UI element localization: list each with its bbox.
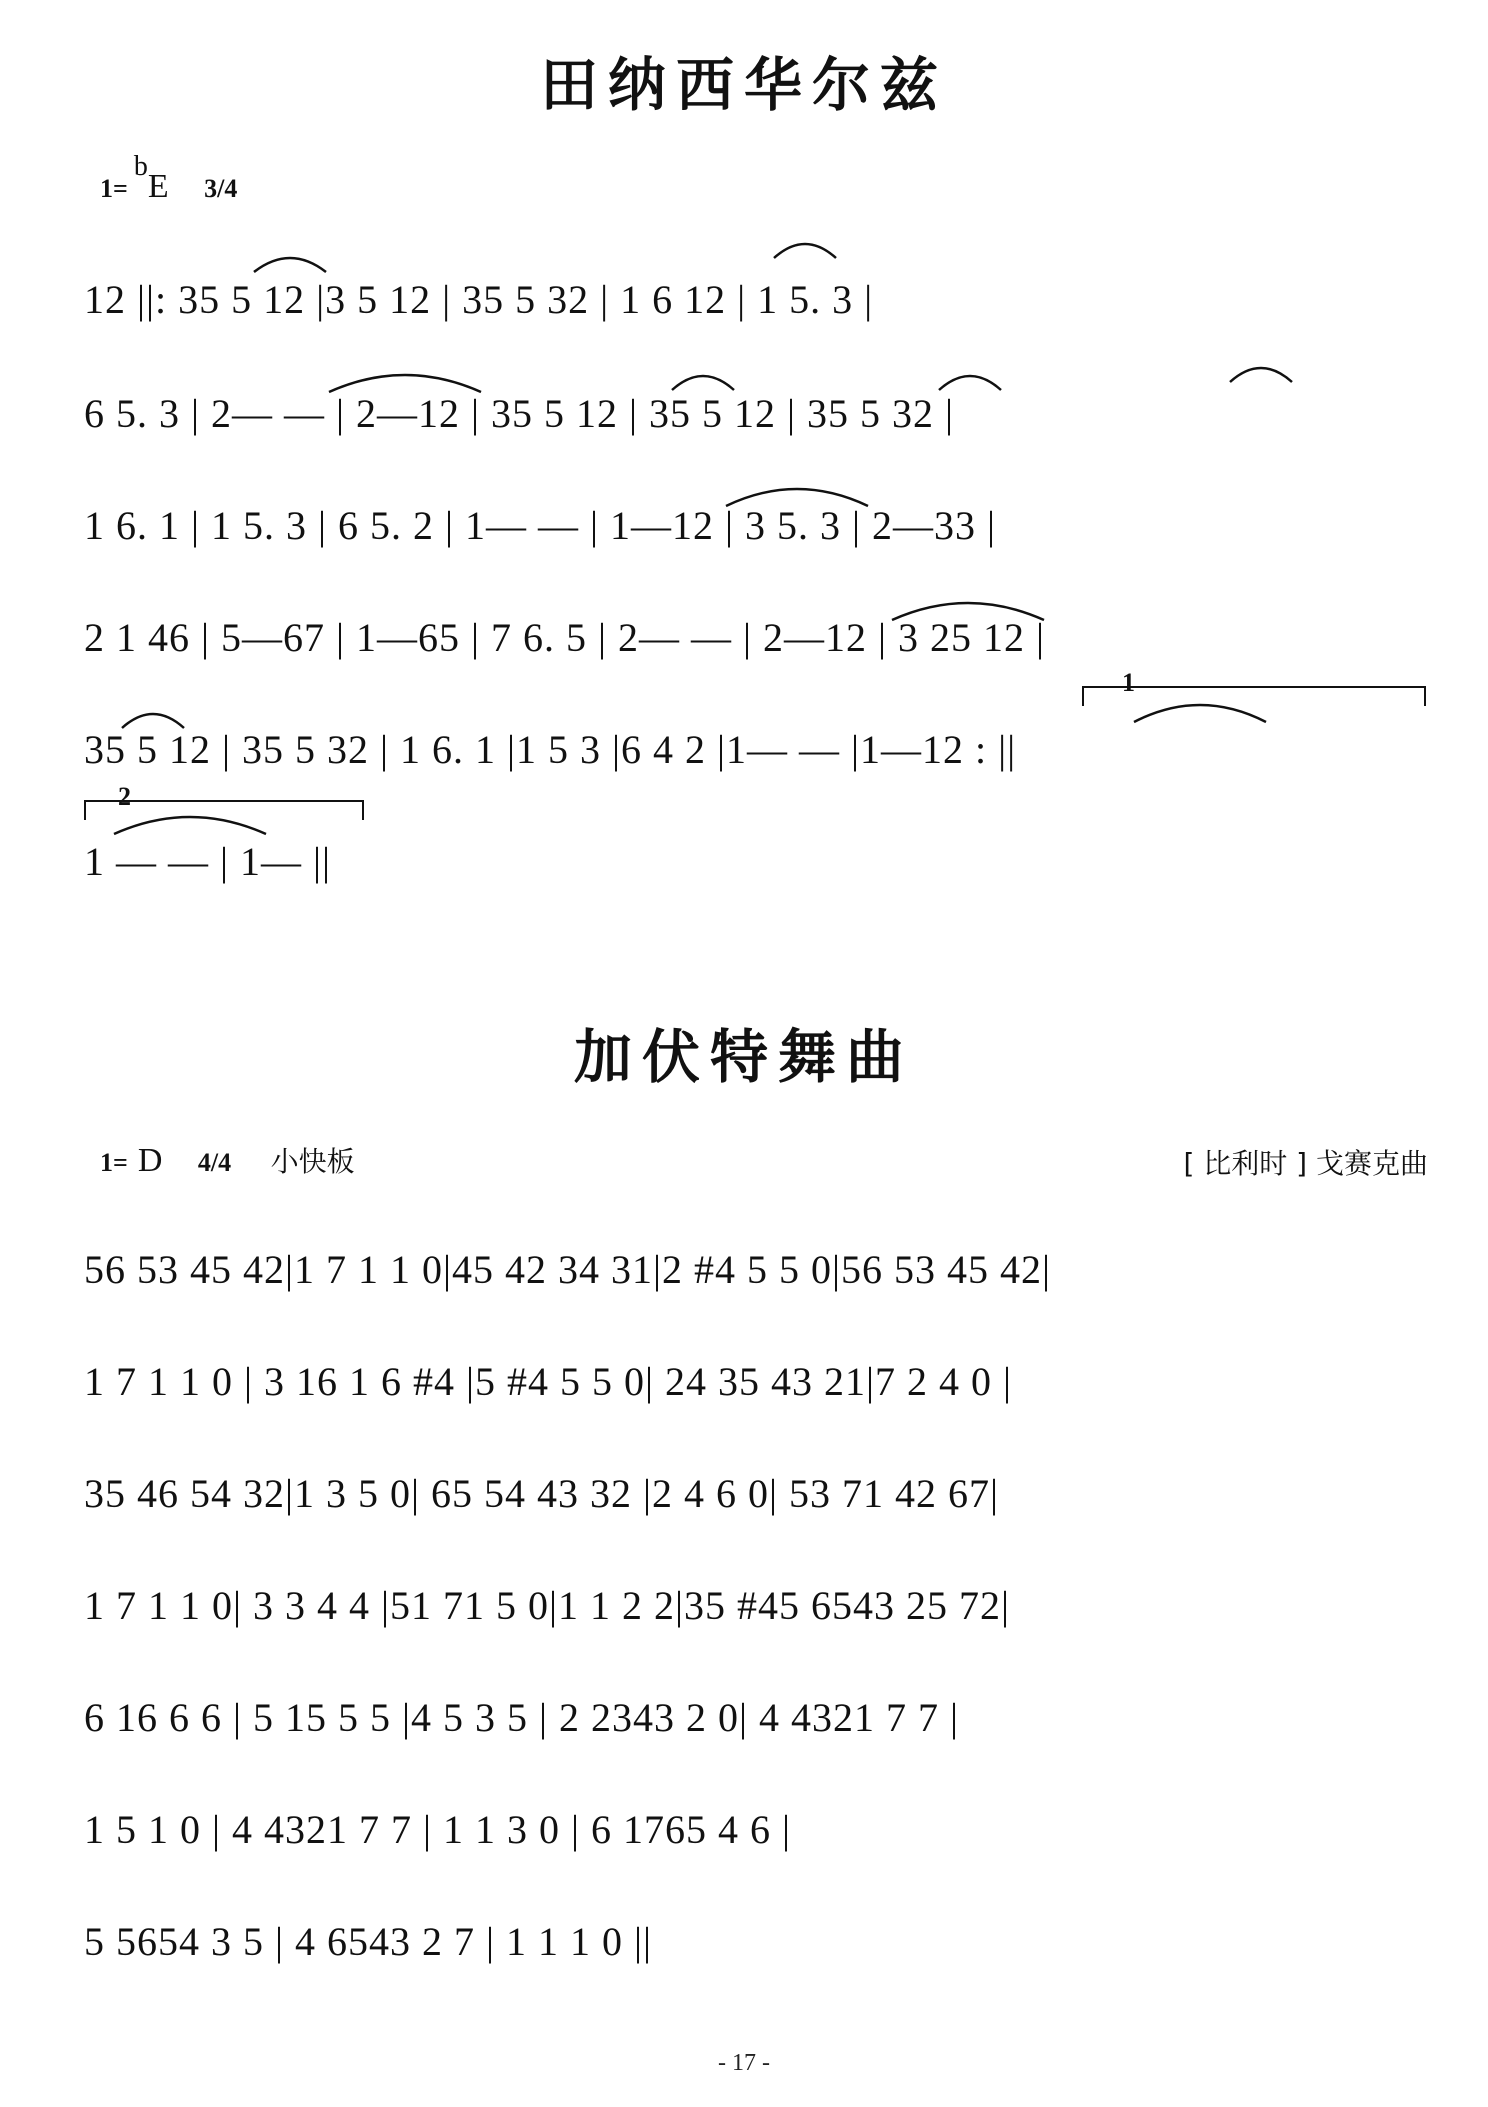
slur <box>770 236 840 260</box>
piece1-score-line: 35 5 12 | 35 5 32 | 1 6. 1 |1 5 3 |6 4 2 |1— — |1—12 : || <box>84 727 1017 772</box>
piece2-composer: [ 比利时 ] 戈赛克曲 <box>1183 1147 1428 1180</box>
piece1-title: 田纳西华尔兹 <box>539 51 948 119</box>
piece1-score-line: 6 5. 3 | 2— — | 2—12 | 35 5 12 | 35 5 12 | 35 5 32 | <box>84 391 955 436</box>
piece2-score-line: 35 46 54 32|1 3 5 0| 65 54 43 32 |2 4 6 0| 53 71 42 67| <box>84 1471 1000 1516</box>
piece1-key-signature <box>100 151 238 206</box>
piece2-key-note: D <box>137 1142 163 1179</box>
piece2-key-label: 1= <box>100 1148 128 1177</box>
piece1-key-flat: b <box>133 151 148 182</box>
page-number: - 17 - <box>718 2050 770 2076</box>
piece1-score-line: 12 ||: 35 5 12 |3 5 12 | 35 5 32 | 1 6 12 | 1 5. 3 | <box>84 277 874 322</box>
piece2-score-line: 1 5 1 0 | 4 4321 7 7 | 1 1 3 0 | 6 1765 4 6 | <box>84 1807 792 1852</box>
piece2-score-line: 1 7 1 1 0 | 3 16 1 6 #4 |5 #4 5 5 0| 24 35 43 21|7 2 4 0 | <box>84 1359 1013 1404</box>
piece1-meter: 3/4 <box>204 174 238 203</box>
piece2-score-line: 56 53 45 42|1 7 1 1 0|45 42 34 31|2 #4 5 5 0|56 53 45 42| <box>84 1247 1052 1292</box>
piece2-score-line: 6 16 6 6 | 5 15 5 5 |4 5 3 5 | 2 2343 2 0| 4 4321 7 7 | <box>84 1695 960 1740</box>
piece2-score-line: 5 5654 3 5 | 4 6543 2 7 | 1 1 1 0 || <box>84 1919 653 1964</box>
piece2-meter: 4/4 <box>197 1148 232 1177</box>
piece2-score-line: 1 7 1 1 0| 3 3 4 4 |51 71 5 0|1 1 2 2|35 #45 6543 25 72| <box>84 1583 1011 1628</box>
second-ending-number: 2 <box>118 782 131 811</box>
piece1-key-note: E <box>147 168 169 205</box>
piece1-key-label: 1= <box>100 174 128 203</box>
piece1-score-line: 2 1 46 | 5—67 | 1—65 | 7 6. 5 | 2— — | 2—12 | 3 25 12 | <box>84 615 1046 660</box>
piece1-score-line: 1 6. 1 | 1 5. 3 | 6 5. 2 | 1— — | 1—12 | 3 5. 3 | 2—33 | <box>84 503 997 548</box>
piece2-key-signature <box>100 1140 355 1180</box>
first-ending-number: 1 <box>1122 668 1135 697</box>
piece2-tempo: 小快板 <box>270 1145 355 1178</box>
piece2-title: 加伏特舞曲 <box>573 1023 914 1091</box>
slur <box>1226 360 1296 384</box>
piece1-score-line: 1 — — | 1— || <box>84 839 332 884</box>
